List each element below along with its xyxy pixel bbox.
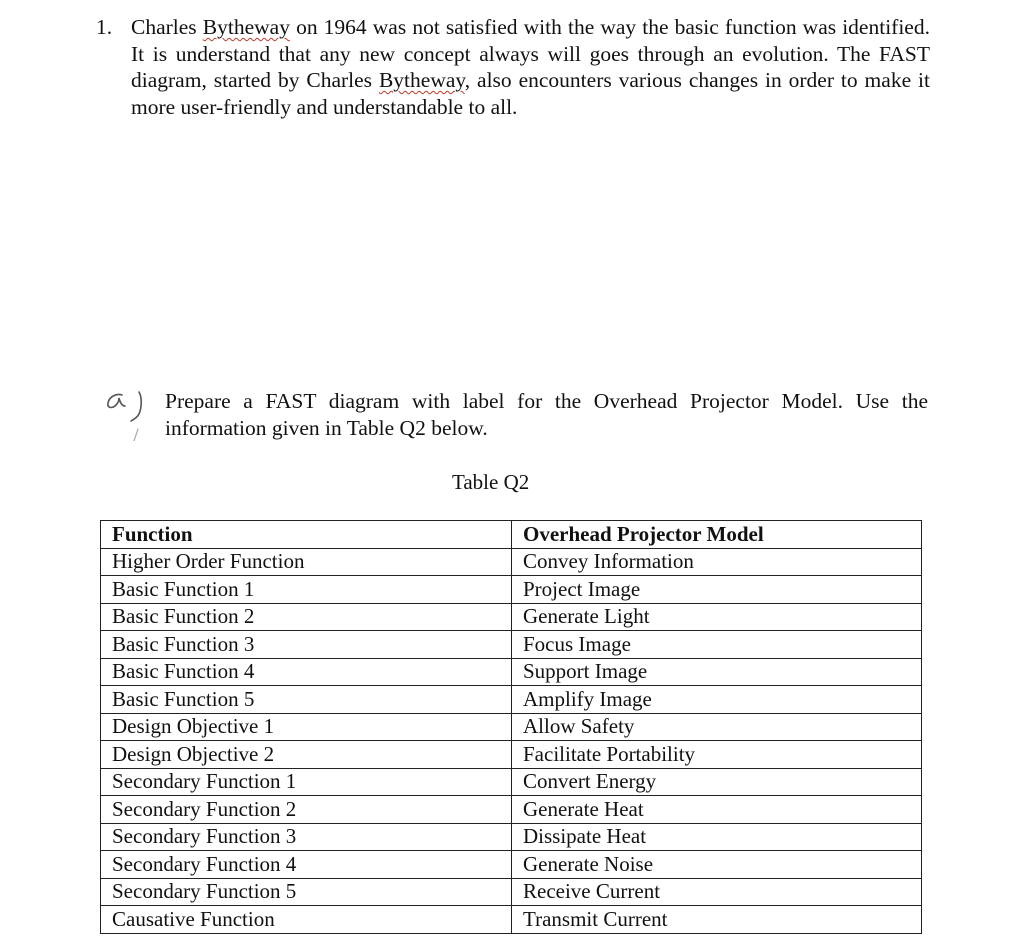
function-cell: Secondary Function 4 [101, 851, 512, 879]
function-cell: Design Objective 2 [101, 741, 512, 769]
function-cell: Basic Function 2 [101, 603, 512, 631]
table-row [101, 631, 922, 659]
model-cell: Generate Light [512, 603, 922, 631]
table-row [101, 713, 922, 741]
model-cell: Receive Current [512, 878, 922, 906]
model-cell: Project Image [512, 576, 922, 604]
model-cell: Dissipate Heat [512, 823, 922, 851]
table-row [101, 796, 922, 824]
model-cell: Transmit Current [512, 906, 922, 934]
model-cell: Amplify Image [512, 686, 922, 714]
model-cell: Support Image [512, 658, 922, 686]
function-cell: Higher Order Function [101, 548, 512, 576]
table-body [101, 548, 922, 933]
table-row [101, 823, 922, 851]
model-cell: Generate Noise [512, 851, 922, 879]
spellcheck-name: Bytheway [378, 68, 465, 92]
header-model: Overhead Projector Model [512, 521, 922, 549]
model-cell: Convert Energy [512, 768, 922, 796]
handwritten-label [104, 389, 148, 441]
function-cell: Basic Function 1 [101, 576, 512, 604]
model-cell: Convey Information [512, 548, 922, 576]
question-1-text: Charles Bytheway on 1964 was not satisfied with the way the basic function was identified. It is understand that any new concept always will goes through an evolution. The FAST diagram, started by Charles Bytheway, also encounters various changes in order to make it more user-friendly and understandable to all. [131, 15, 930, 119]
question-2-text: Prepare a FAST diagram with label for the Overhead Projector Model. Use the information given in Table Q2 below. [165, 389, 928, 440]
model-cell: Focus Image [512, 631, 922, 659]
function-cell: Basic Function 4 [101, 658, 512, 686]
table-row [101, 768, 922, 796]
table-row [101, 658, 922, 686]
function-cell: Secondary Function 3 [101, 823, 512, 851]
table-row [101, 741, 922, 769]
function-cell: Basic Function 3 [101, 631, 512, 659]
table-row [101, 576, 922, 604]
table-row [101, 603, 922, 631]
header-function: Function [101, 521, 512, 549]
table-row [101, 906, 922, 934]
function-cell: Secondary Function 2 [101, 796, 512, 824]
model-cell: Facilitate Portability [512, 741, 922, 769]
function-cell: Basic Function 5 [101, 686, 512, 714]
function-cell: Secondary Function 5 [101, 878, 512, 906]
model-cell: Allow Safety [512, 713, 922, 741]
table-header-row [101, 521, 922, 549]
question-1 [96, 14, 930, 120]
spellcheck-name: Bytheway [202, 15, 290, 39]
model-cell: Generate Heat [512, 796, 922, 824]
table-row [101, 686, 922, 714]
table-row [101, 548, 922, 576]
function-cell: Design Objective 1 [101, 713, 512, 741]
table-row [101, 851, 922, 879]
function-cell: Causative Function [101, 906, 512, 934]
function-cell: Secondary Function 1 [101, 768, 512, 796]
table-row [101, 878, 922, 906]
question-number: 1. [96, 15, 113, 39]
function-table [100, 520, 922, 934]
